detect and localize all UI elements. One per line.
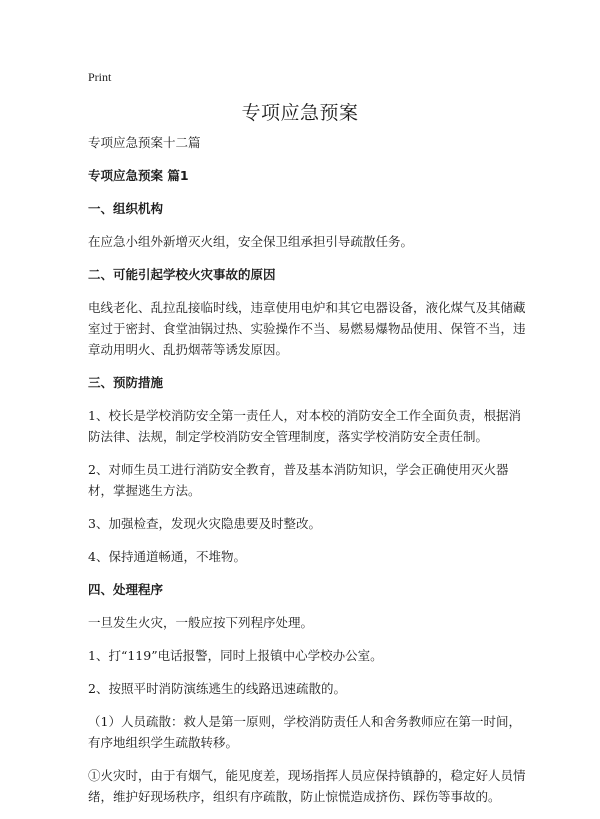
page-title: 专项应急预案 [241,102,359,124]
paragraph-prevention-1: 1、校长是学校消防安全第一责任人，对本校的消防安全工作全面负责，根据消防法律、法规，制定学校消防安全管理制度，落实学校消防安全责任制。 [88,408,521,444]
paragraph-prevention-4: 4、保持通道畅通，不堆物。 [88,549,246,564]
heading-organization: 一、组织机构 [88,201,164,216]
paragraph-causes: 电线老化、乱拉乱接临时线，违章使用电炉和其它电器设备，液化煤气及其储藏室过于密封、食堂油锅过热、实验操作不当、易燃易爆物品使用、保管不当，违章动用明火、乱扔烟蒂等诱发原因。 [88,300,526,357]
paragraph-prevention-2: 2、对师生员工进行消防安全教育，普及基本消防知识，学会正确使用灭火器材，掌握逃生方法。 [88,462,509,498]
paragraph-prevention-3: 3、加强检查，发现火灾隐患要及时整改。 [88,516,321,531]
document-body [88,132,528,819]
heading-causes: 二、可能引起学校火灾事故的原因 [88,267,276,282]
print-link[interactable]: Print [88,70,112,84]
paragraph-procedure-2: 2、按照平时消防演练逃生的线路迅速疏散的。 [88,681,346,696]
paragraph-procedure-4: ①火灾时，由于有烟气，能见度差，现场指挥人员应保持镇静的，稳定好人员情绪，维护好现场秩序，组织有序疏散，防止惊慌造成挤伤、踩伤等事故的。 [88,768,526,804]
heading-prevention: 三、预防措施 [88,375,164,390]
paragraph-organization: 在应急小组外新增灭火组，安全保卫组承担引导疏散任务。 [88,234,414,249]
heading-procedure: 四、处理程序 [88,582,164,597]
subtitle: 专项应急预案十二篇 [88,135,201,150]
paragraph-procedure-1: 1、打“119”电话报警，同时上报镇中心学校办公室。 [88,648,383,663]
paragraph-procedure-3: （1）人员疏散：救人是第一原则，学校消防责任人和舍务教师应在第一时间，有序地组织学生疏散转移。 [88,714,521,750]
section-title: 专项应急预案 篇1 [88,168,189,183]
paragraph-procedure-intro: 一旦发生火灾，一般应按下列程序处理。 [88,615,314,630]
